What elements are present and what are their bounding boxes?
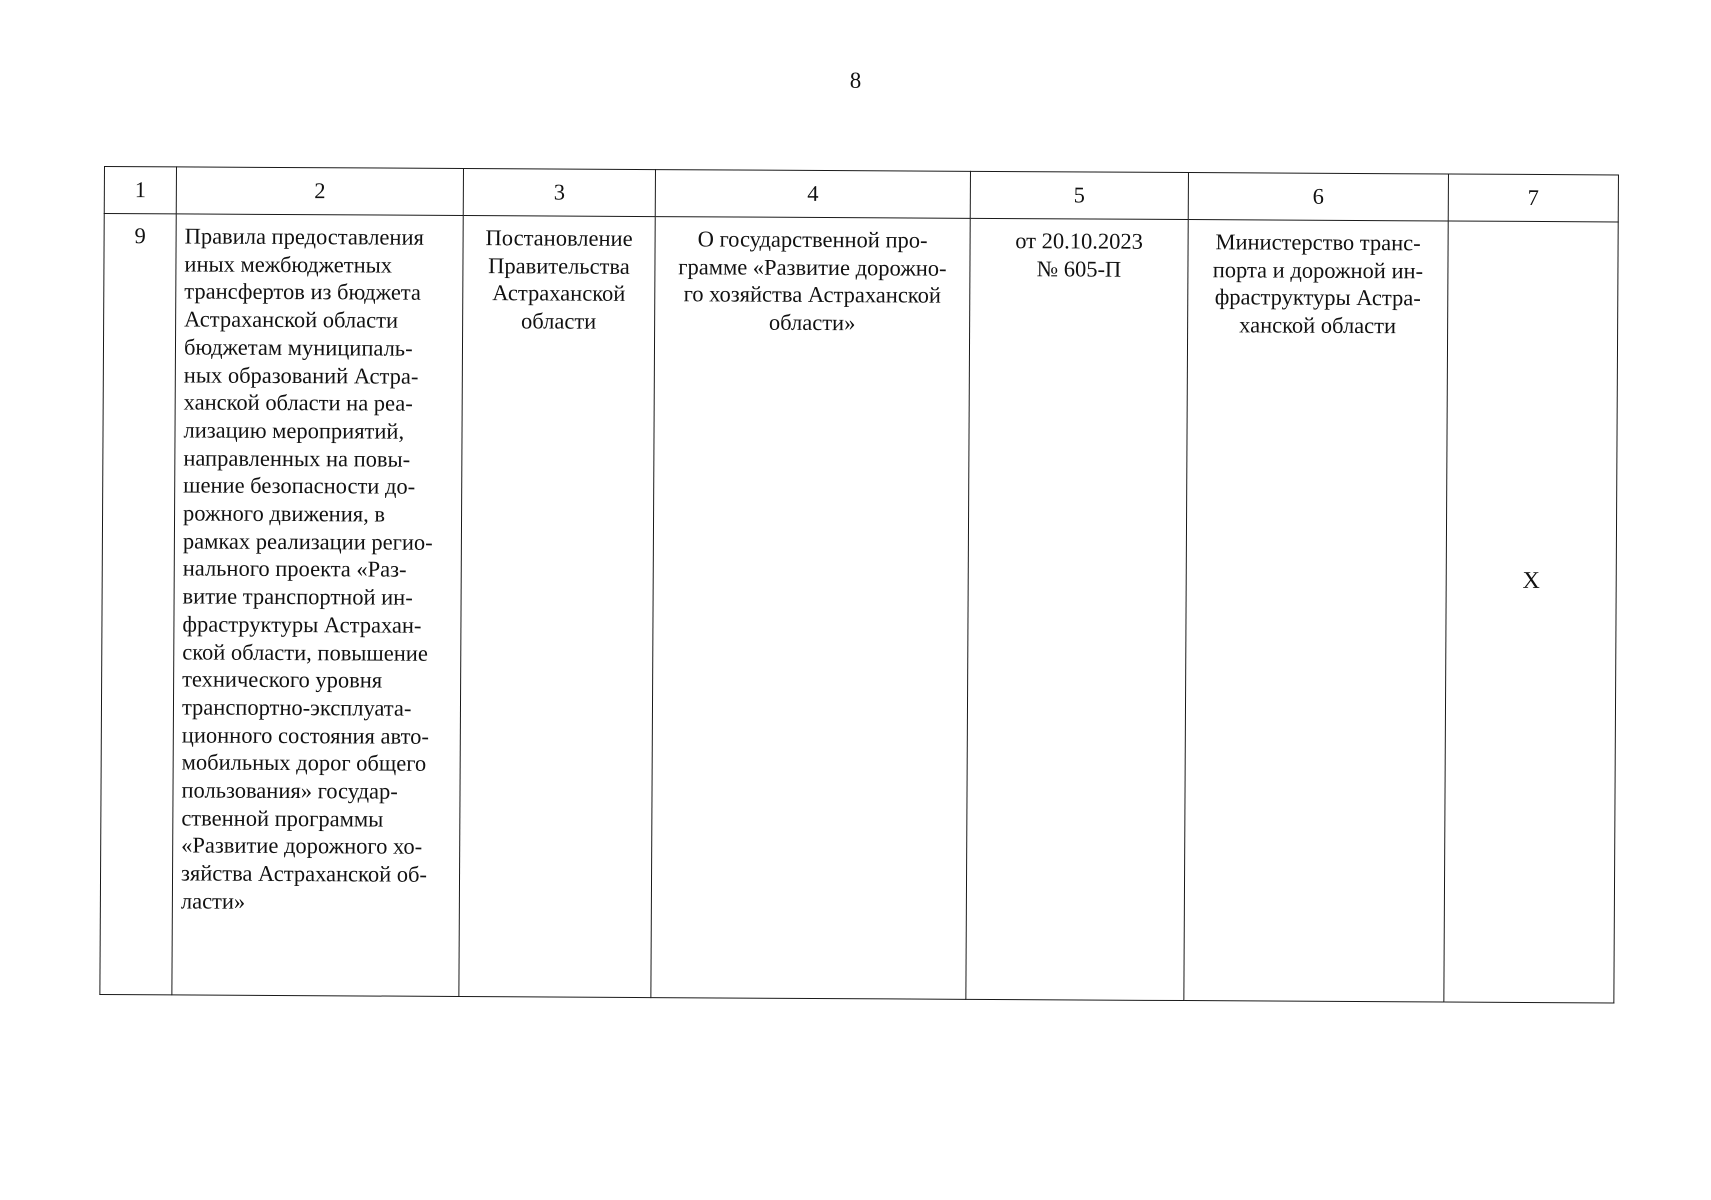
act-name-line: бюджетам муниципаль-: [183, 334, 413, 361]
column-header-2: 2: [176, 167, 463, 216]
act-name-line: технического уровня: [182, 666, 383, 693]
act-name-line: ционного состояния авто-: [181, 722, 429, 749]
act-date-line: от 20.10.2023: [1015, 228, 1143, 254]
act-date-cell: [966, 218, 1188, 1000]
page-number: 8: [849, 68, 862, 93]
act-name-line: рамках реализации регио-: [182, 528, 433, 555]
column-header-3: 3: [463, 169, 655, 217]
act-number-line: № 605-П: [1036, 255, 1122, 282]
table-header-row: [104, 167, 1618, 222]
act-title-line: го хозяйства Астраханской: [683, 281, 941, 309]
act-name-line: ласти»: [180, 888, 246, 914]
responsible-body-line: фраструктуры Астра-: [1214, 284, 1421, 311]
table-row: [100, 214, 1618, 1003]
act-name-line: ской области, повышение: [182, 638, 428, 666]
cross-mark: Х: [1522, 567, 1540, 594]
act-name-line: ханской области на реа-: [183, 389, 413, 416]
act-type-line: Астраханской: [492, 280, 626, 307]
act-title-cell: [651, 217, 970, 1000]
act-name-line: зяйства Астраханской об-: [180, 860, 428, 887]
act-name-line: ных образований Астра-: [183, 361, 419, 389]
act-name-line: направленных на повы-: [183, 445, 411, 472]
act-name-line: «Развитие дорожного хо-: [181, 832, 423, 860]
mark-cell: [1444, 221, 1618, 1003]
act-name-line: Астраханской области: [184, 306, 399, 333]
act-name-line: иных межбюджетных: [184, 251, 393, 278]
responsible-body-line: порта и дорожной ин-: [1212, 256, 1424, 284]
act-name-line: Правила предоставления: [184, 223, 424, 250]
column-header-1: 1: [104, 167, 176, 214]
act-title-line: грамме «Развитие дорожно-: [678, 253, 947, 281]
column-header-6: 6: [1188, 173, 1448, 221]
act-title-line: области»: [768, 309, 856, 336]
document-table: [99, 166, 1619, 1003]
column-header-4: 4: [655, 170, 970, 219]
responsible-body-cell: [1184, 220, 1448, 1002]
row-number-cell: [100, 214, 176, 995]
column-header-5: 5: [970, 171, 1188, 219]
act-name-line: лизацию мероприятий,: [183, 417, 405, 444]
act-name-line: пользования» государ-: [181, 777, 398, 804]
act-name-line: транспортно-эксплуата-: [181, 694, 412, 721]
act-type-line: Постановление: [485, 225, 633, 251]
responsible-body-line: Министерство транс-: [1215, 229, 1421, 256]
act-name-line: трансфертов из бюджета: [184, 278, 422, 306]
act-type-cell: [459, 216, 655, 998]
act-type-line: Правительства: [488, 252, 630, 279]
act-name-line: шение безопасности до-: [183, 472, 416, 500]
act-name-line: рожного движения, в: [182, 500, 386, 527]
act-name-line: нального проекта «Раз-: [182, 555, 407, 583]
act-name-line: фраструктуры Астрахан-: [182, 611, 422, 638]
act-name-line: мобильных дорог общего: [181, 749, 427, 777]
responsible-body-line: ханской области: [1239, 312, 1397, 339]
act-name-cell: [172, 214, 463, 997]
column-header-7: 7: [1448, 174, 1618, 222]
act-name-line: витие транспортной ин-: [182, 583, 413, 610]
row-number: 9: [134, 223, 146, 249]
act-name-line: ственной программы: [181, 805, 384, 832]
act-title-line: О государственной про-: [697, 226, 928, 253]
act-type-line: области: [520, 308, 597, 334]
